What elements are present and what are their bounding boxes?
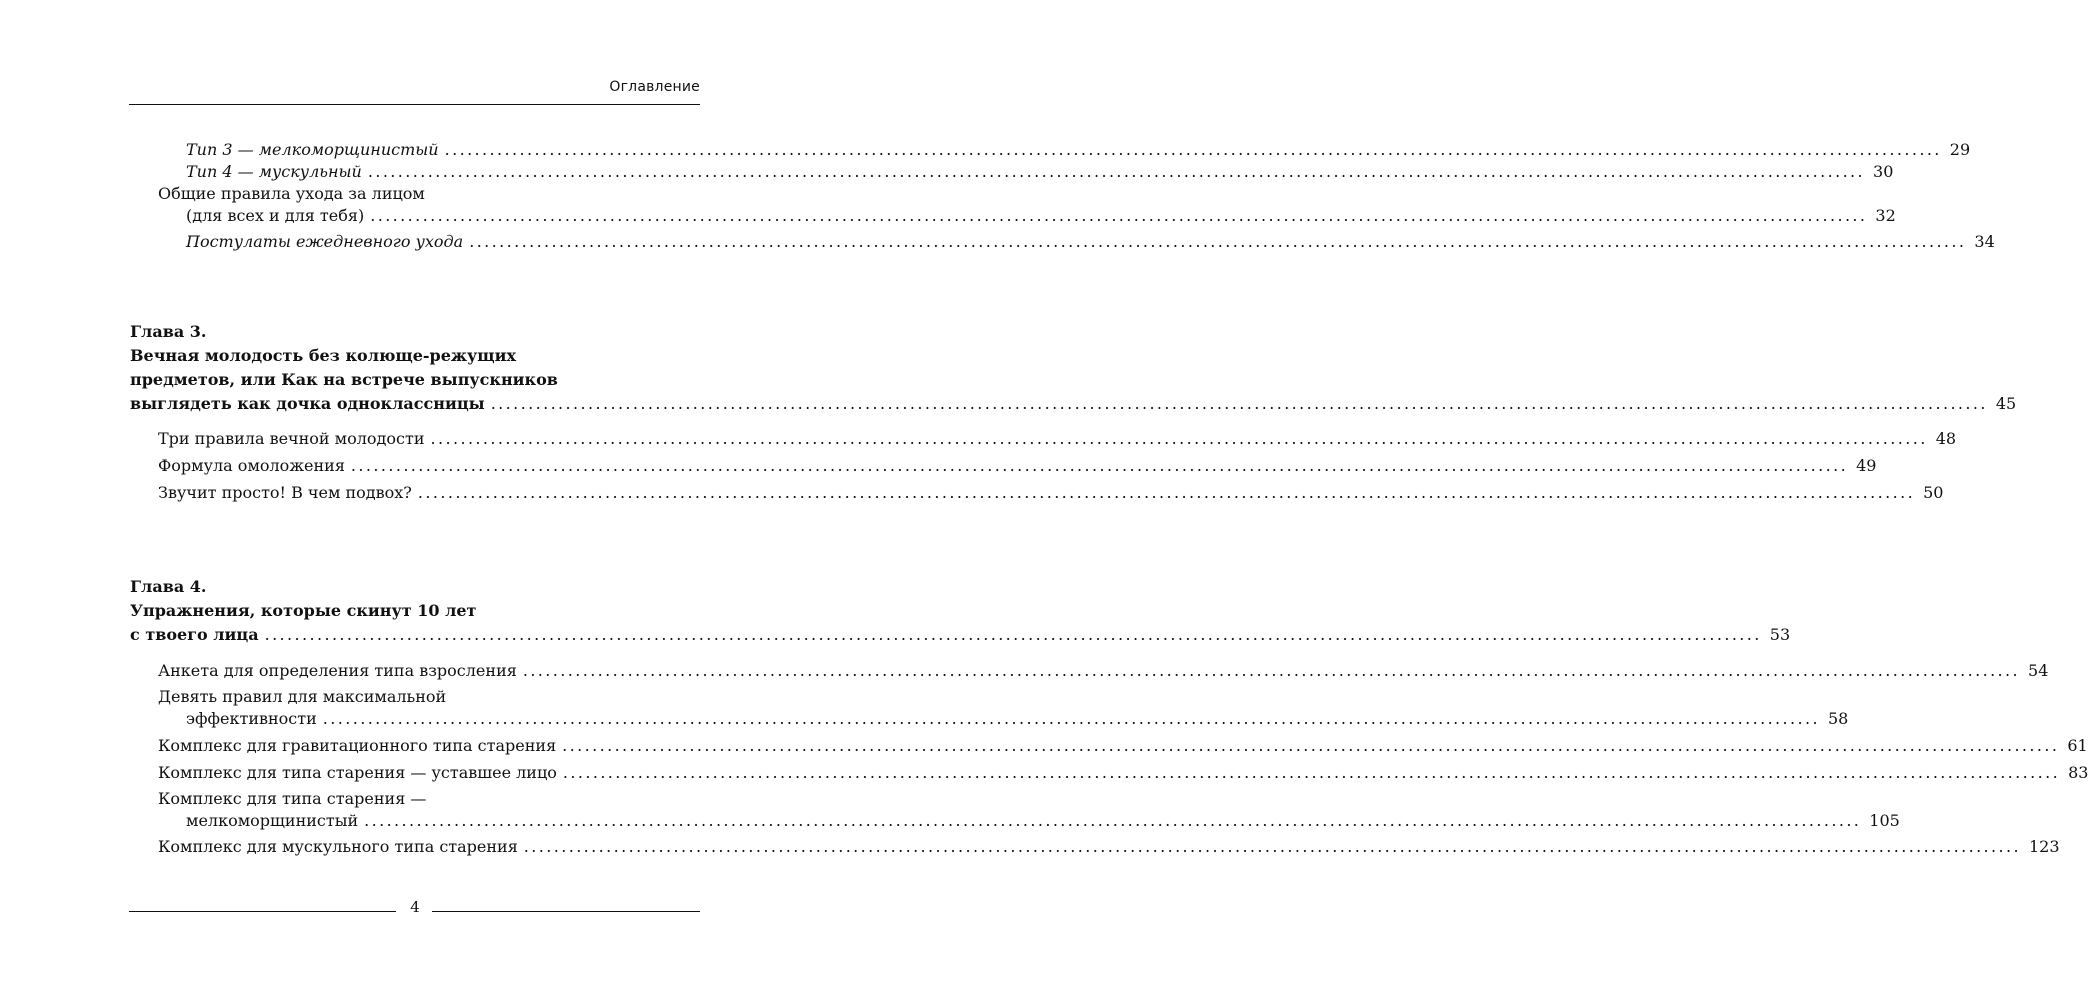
toc-entry-page: 32 xyxy=(1875,206,1896,225)
toc-entry-nine-rules[interactable] xyxy=(0,708,1849,730)
toc-entry-title: Комплекс для типа старения — уставшее лицо xyxy=(158,763,557,782)
dot-leader: ........................................................................................................................................................................................................ xyxy=(444,140,1942,159)
toc-entry-fine-wrinkles[interactable] xyxy=(0,810,1900,832)
chapter3-title-line3: выглядеть как дочка одноклассницы xyxy=(130,394,485,413)
chapter4-page: 53 xyxy=(1769,625,1791,644)
dot-leader: ........................................................................................................................................................................................................ xyxy=(469,232,1967,251)
dot-leader: ........................................................................................................................................................................................................ xyxy=(417,483,1916,502)
toc-entry-nine-rules-line1[interactable]: Девять правил для максимальной xyxy=(158,687,447,706)
dot-leader: ........................................................................................................................................................................................................ xyxy=(490,394,1988,413)
toc-entry-title: Формула омоложения xyxy=(158,456,345,475)
toc-entry-muscular[interactable] xyxy=(0,836,2060,858)
toc-entry-page: 48 xyxy=(1935,429,1957,448)
dot-leader: ........................................................................................................................................................................................................ xyxy=(562,736,2060,755)
chapter4-title-entry[interactable] xyxy=(0,623,1791,647)
dot-leader: ........................................................................................................................................................................................................ xyxy=(430,429,1928,448)
chapter3-page: 45 xyxy=(1995,394,2017,413)
toc-entry-page: 29 xyxy=(1949,140,1971,159)
toc-entry-page: 54 xyxy=(2028,661,2049,680)
toc-entry-page: 30 xyxy=(1873,162,1894,181)
toc-entry-type4[interactable] xyxy=(0,161,1894,183)
dot-leader: ........................................................................................................................................................................................................ xyxy=(522,661,2021,680)
toc-entry-page: 105 xyxy=(1869,811,1900,830)
footer-rule-right xyxy=(432,911,700,912)
toc-entry-title: Анкета для определения типа взросления xyxy=(158,661,517,680)
toc-entry-gravitational[interactable] xyxy=(0,735,2088,757)
toc-entry-title: Три правила вечной молодости xyxy=(158,429,425,448)
toc-entry-title: Постулаты ежедневного ухода xyxy=(186,232,464,251)
chapter3-title-line2[interactable]: предметов, или Как на встрече выпускников xyxy=(130,370,558,389)
toc-entry-page: 83 xyxy=(2068,763,2088,782)
footer-rule-left xyxy=(129,911,396,912)
chapter4-label: Глава 4. xyxy=(130,577,207,596)
toc-entry-title: мелкоморщинистый xyxy=(186,811,359,830)
chapter3-label: Глава 3. xyxy=(130,322,207,341)
dot-leader: ........................................................................................................................................................................................................ xyxy=(367,162,1866,181)
chapter4-title-line2: с твоего лица xyxy=(130,625,259,644)
toc-entry-title: эффективности xyxy=(186,709,317,728)
running-head: Оглавление xyxy=(609,79,700,95)
toc-entry-questionnaire[interactable] xyxy=(0,660,2049,682)
toc-entry-page: 50 xyxy=(1923,483,1944,502)
toc-entry-title: Тип 4 — мускульный xyxy=(186,162,362,181)
toc-entry-page: 61 xyxy=(2067,736,2088,755)
toc-entry-title: Комплекс для гравитационного типа старения xyxy=(158,736,557,755)
page-number: 4 xyxy=(410,898,420,916)
toc-entry-fine-wrinkles-line1[interactable]: Комплекс для типа старения — xyxy=(158,789,427,808)
dot-leader: ........................................................................................................................................................................................................ xyxy=(350,456,1849,475)
toc-entry-title: Звучит просто! В чем подвох? xyxy=(158,483,412,502)
dot-leader: ........................................................................................................................................................................................................ xyxy=(264,625,1762,644)
chapter3-title-line1[interactable]: Вечная молодость без колюще-режущих xyxy=(130,346,516,365)
chapter3-title-entry[interactable] xyxy=(0,392,2017,416)
dot-leader: ........................................................................................................................................................................................................ xyxy=(322,709,1820,728)
toc-entry-page: 58 xyxy=(1827,709,1849,728)
toc-entry-formula[interactable] xyxy=(0,455,1877,477)
dot-leader: ........................................................................................................................................................................................................ xyxy=(523,837,2021,856)
dot-leader: ........................................................................................................................................................................................................ xyxy=(562,763,2061,782)
chapter4-title-line1[interactable]: Упражнения, которые скинут 10 лет xyxy=(130,601,477,620)
toc-entry-three-rules[interactable] xyxy=(0,428,1957,450)
toc-entry-postulates[interactable] xyxy=(0,231,1995,253)
toc-entry-general-rules-line1[interactable]: Общие правила ухода за лицом xyxy=(158,184,425,203)
dot-leader: ........................................................................................................................................................................................................ xyxy=(364,811,1862,830)
toc-entry-title: (для всех и для тебя) xyxy=(186,206,365,225)
toc-entry-general-rules[interactable] xyxy=(0,205,1896,227)
toc-entry-title: Тип 3 — мелкоморщинистый xyxy=(186,140,439,159)
toc-entry-page: 34 xyxy=(1974,232,1995,251)
toc-entry-title: Комплекс для мускульного типа старения xyxy=(158,837,518,856)
dot-leader: ........................................................................................................................................................................................................ xyxy=(370,206,1868,225)
header-rule xyxy=(129,104,700,105)
toc-entry-page: 123 xyxy=(2028,837,2060,856)
toc-entry-tired-face[interactable] xyxy=(0,762,2088,784)
toc-entry-sounds-simple[interactable] xyxy=(0,482,1944,504)
toc-entry-page: 49 xyxy=(1856,456,1877,475)
toc-entry-type3[interactable] xyxy=(0,139,1971,161)
